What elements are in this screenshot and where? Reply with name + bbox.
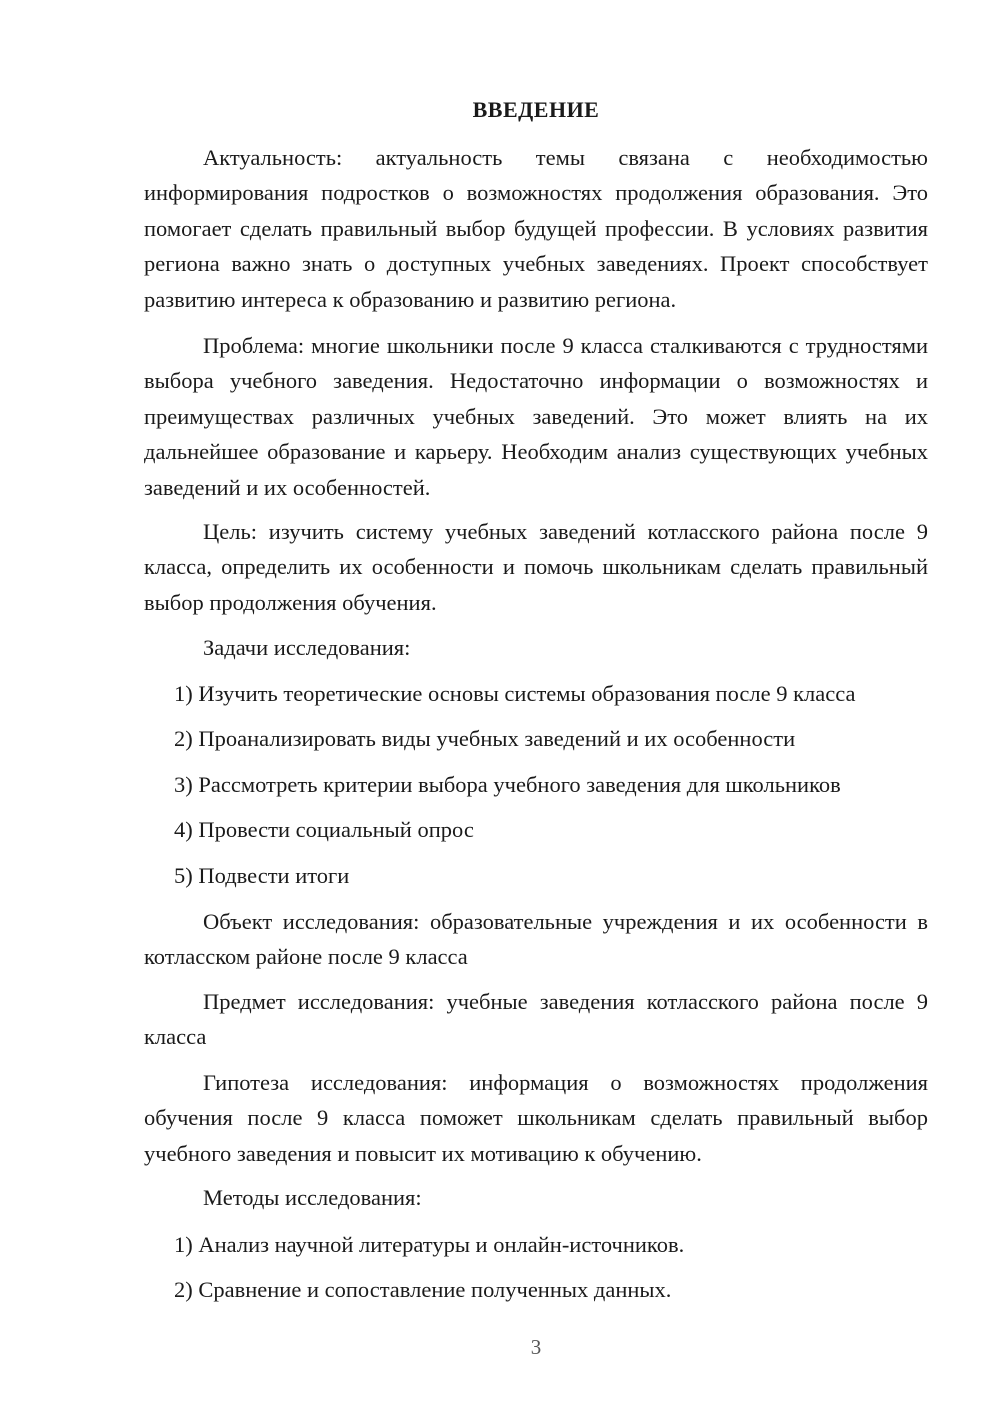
task-item-3 [144, 767, 928, 802]
object-paragraph: Объект исследования: образовательные учреждения и их особенности в котласском районе после 9 класса [144, 909, 928, 970]
list-text: Провести социальный опрос [198, 817, 474, 842]
method-item-2 [144, 1272, 928, 1307]
list-text: Сравнение и сопоставление полученных данных. [198, 1277, 672, 1302]
hypothesis-paragraph: Гипотеза исследования: информация о возможностях продолжения обучения после 9 класса поможет школьникам сделать правильный выбор учебного заведения и повысит их мотивацию к обучению. [144, 1070, 928, 1166]
document-page [144, 0, 928, 1414]
goal-paragraph: Цель: изучить систему учебных заведений котласского района после 9 класса, определить их особенности и помочь школьникам сделать правильный выбор продолжения обучения. [144, 519, 928, 615]
list-number: 2) [174, 1277, 193, 1302]
list-number: 1) [174, 1232, 193, 1257]
task-item-5 [144, 858, 928, 893]
task-item-1 [144, 676, 928, 711]
problem-paragraph: Проблема: многие школьники после 9 класса сталкиваются с трудностями выбора учебного заведения. Недостаточно информации о возможностях и преимуществах различных учебных заведений. Это может влиять на их дальнейшее образование и карьеру. Необходим анализ существующих учебных заведений и их особенностей. [144, 333, 928, 500]
list-number: 2) [174, 726, 193, 751]
page-title: ВВЕДЕНИЕ [472, 97, 600, 122]
relevance-paragraph: Актуальность: актуальность темы связана с необходимостью информирования подростков о возможностях продолжения образования. Это помогает сделать правильный выбор будущей профессии. В условиях развития региона важно знать о доступных учебных заведениях. Проект способствует развитию интереса к образованию и развитию региона. [144, 145, 928, 312]
list-number: 4) [174, 817, 193, 842]
method-item-1 [144, 1227, 928, 1262]
list-text: Подвести итоги [198, 863, 350, 888]
methods-heading: Методы исследования: [203, 1185, 422, 1210]
list-text: Рассмотреть критерии выбора учебного заведения для школьников [198, 772, 841, 797]
list-number: 5) [174, 863, 193, 888]
tasks-heading: Задачи исследования: [203, 635, 411, 660]
list-text: Изучить теоретические основы системы образования после 9 класса [198, 681, 856, 706]
page-number: 3 [530, 1335, 542, 1359]
list-text: Анализ научной литературы и онлайн-источников. [198, 1232, 685, 1257]
list-text: Проанализировать виды учебных заведений и их особенности [198, 726, 796, 751]
task-item-2 [144, 721, 928, 756]
subject-paragraph: Предмет исследования: учебные заведения котласского района после 9 класса [144, 989, 928, 1050]
task-item-4 [144, 812, 928, 847]
list-number: 3) [174, 772, 193, 797]
list-number: 1) [174, 681, 193, 706]
